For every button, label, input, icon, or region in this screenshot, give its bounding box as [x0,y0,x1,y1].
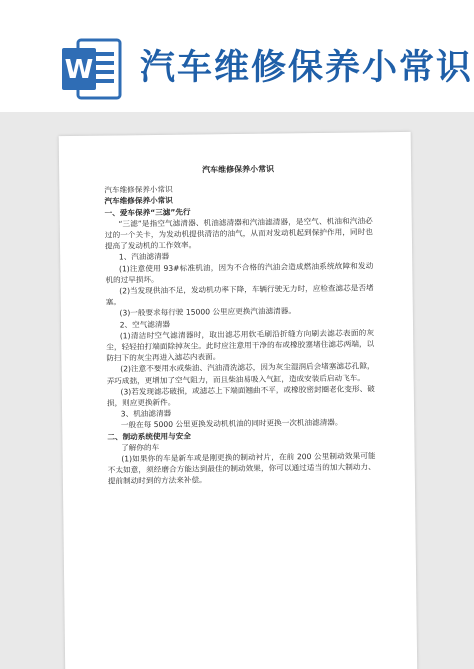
document-content [104,162,376,487]
document-paragraph: “三滤”是指空气滤清器、机油滤清器和汽油滤清器，是空气、机油和汽油必过的一个关卡，为发动机提供清洁的油气，从而对发动机起到保护作用，同时也提高了发动机的工作效率。 [104,216,373,251]
document-paragraph: 一般在每 5000 公里更换发动机机油的同时更换一次机油滤清器。 [120,418,343,430]
section-heading: 一、爱车保养“三滤”先行 [104,207,191,218]
subsection-heading: 1、汽油滤清器 [118,252,170,262]
banner [0,0,474,115]
document-paragraph: (1)清洁时空气滤清器时，取出滤芯用软毛刷沿折缝方向刷去滤芯表面的灰尘，轻轻拍打端面除掉灰尘。此时应注意用干净的布或橡胶塞堵住滤芯两端，以防扫下的灰尘再进入滤芯内表面。 [106,328,375,363]
document-paragraph: 了解你的车 [121,442,160,453]
document-title: 汽车维修保养小常识 [202,164,275,175]
banner-title: 汽车维修保养小常识 [140,48,474,88]
document-paragraph: (1)如果你的车是新车或是刚更换的制动衬片，在前 200 公里制动效果可能不太如意，须经磨合方能达到最佳的制动效果，你可以通过适当的加大制动力、提前制动时到的方法来补偿。 [107,451,376,487]
document-preview-area [0,112,474,669]
subsection-heading: 2、空气滤清器 [119,319,171,330]
document-paragraph: 汽车维修保养小常识 [104,184,173,195]
document-paragraph: (2)当发现供油不足，发动机功率下降，车辆行驶无力时，应检查滤芯是否堵塞。 [105,283,374,307]
word-doc-icon [60,38,122,100]
document-paragraph: (3)一般要求每行驶 15000 公里应更换汽油滤清器。 [119,306,297,318]
section-heading: 二、制动系统使用与安全 [107,431,191,442]
document-paragraph: (3)若发现滤芯破损，或滤芯上下端面翘曲不平，或橡胶密封圈老化变形、破损，则应更换新件。 [106,384,375,408]
word-icon-letter: W [64,55,94,85]
subsection-heading: 3、机油滤清器 [120,409,172,419]
document-subtitle: 汽车维修保养小常识 [104,196,173,207]
document-paragraph: (1)注意使用 93#标准机油，因为不合格的汽油会造成燃油系统故障和发动机的过早损坏。 [105,260,374,285]
document-page [59,132,418,669]
document-paragraph: (2)注意不要用水或柴油、汽油清洗滤芯，因为灰尘湿润后会堵塞滤芯孔隙，弄巧成拙，更增加了空气阻力，而且柴油易吸入气缸，造成安装后启动飞车。 [106,361,375,386]
